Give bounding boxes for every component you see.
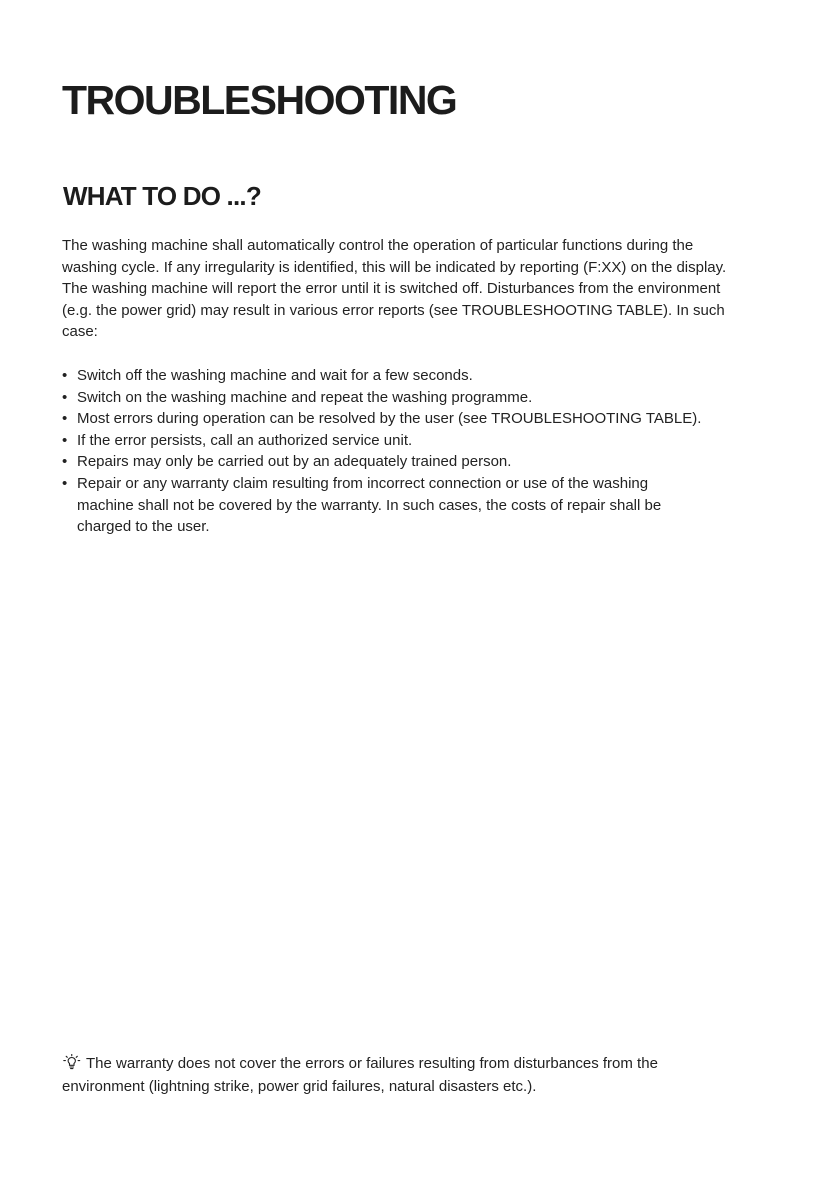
- list-item: [62, 430, 782, 452]
- intro-line: washing cycle. If any irregularity is identified, this will be indicated by reporting (F:XX) on the display.: [62, 258, 727, 276]
- list-item-text: Switch off the washing machine and wait for a few seconds.: [77, 367, 473, 384]
- list-item: [62, 451, 782, 473]
- list-item: [62, 387, 782, 409]
- list-item: [62, 408, 782, 430]
- bullet-icon: •: [62, 431, 68, 449]
- list-item-text: If the error persists, call an authorized service unit.: [77, 431, 413, 449]
- bullet-icon: •: [62, 410, 68, 428]
- list-item: [62, 473, 782, 538]
- list-item-text: Switch on the washing machine and repeat the washing programme.: [77, 388, 533, 406]
- lightbulb-icon: [62, 1054, 82, 1070]
- section-heading: WHAT TO DO ...?: [63, 181, 261, 211]
- list-item-text: Repair or any warranty claim resulting from incorrect connection or use of the washing: [77, 474, 649, 492]
- bullet-icon: •: [62, 474, 68, 492]
- instruction-list: [62, 365, 782, 538]
- page-title: TROUBLESHOOTING: [62, 77, 457, 123]
- bullet-icon: •: [62, 388, 68, 406]
- note-text: The warranty does not cover the errors or failures resulting from disturbances from the: [86, 1055, 658, 1072]
- note-line: [62, 1052, 782, 1075]
- list-item-text: Repairs may only be carried out by an adequately trained person.: [77, 453, 512, 471]
- intro-line: The washing machine will report the error until it is switched off. Disturbances from the environment: [62, 280, 721, 298]
- warranty-note: [62, 1052, 782, 1098]
- intro-line: The washing machine shall automatically control the operation of particular functions during the: [62, 237, 694, 254]
- intro-paragraph: [62, 235, 782, 343]
- bullet-icon: •: [62, 367, 68, 384]
- intro-line: case:: [62, 323, 98, 341]
- list-item-text: charged to the user.: [77, 518, 210, 536]
- list-item-text: machine shall not be covered by the warranty. In such cases, the costs of repair shall be: [77, 496, 662, 514]
- note-line: environment (lightning strike, power grid failures, natural disasters etc.).: [62, 1078, 537, 1095]
- bullet-icon: •: [62, 453, 68, 471]
- intro-line: (e.g. the power grid) may result in various error reports (see TROUBLESHOOTING TABLE). In such: [62, 301, 725, 319]
- list-item-text: Most errors during operation can be resolved by the user (see TROUBLESHOOTING TABLE).: [77, 410, 702, 428]
- list-item: [62, 365, 782, 387]
